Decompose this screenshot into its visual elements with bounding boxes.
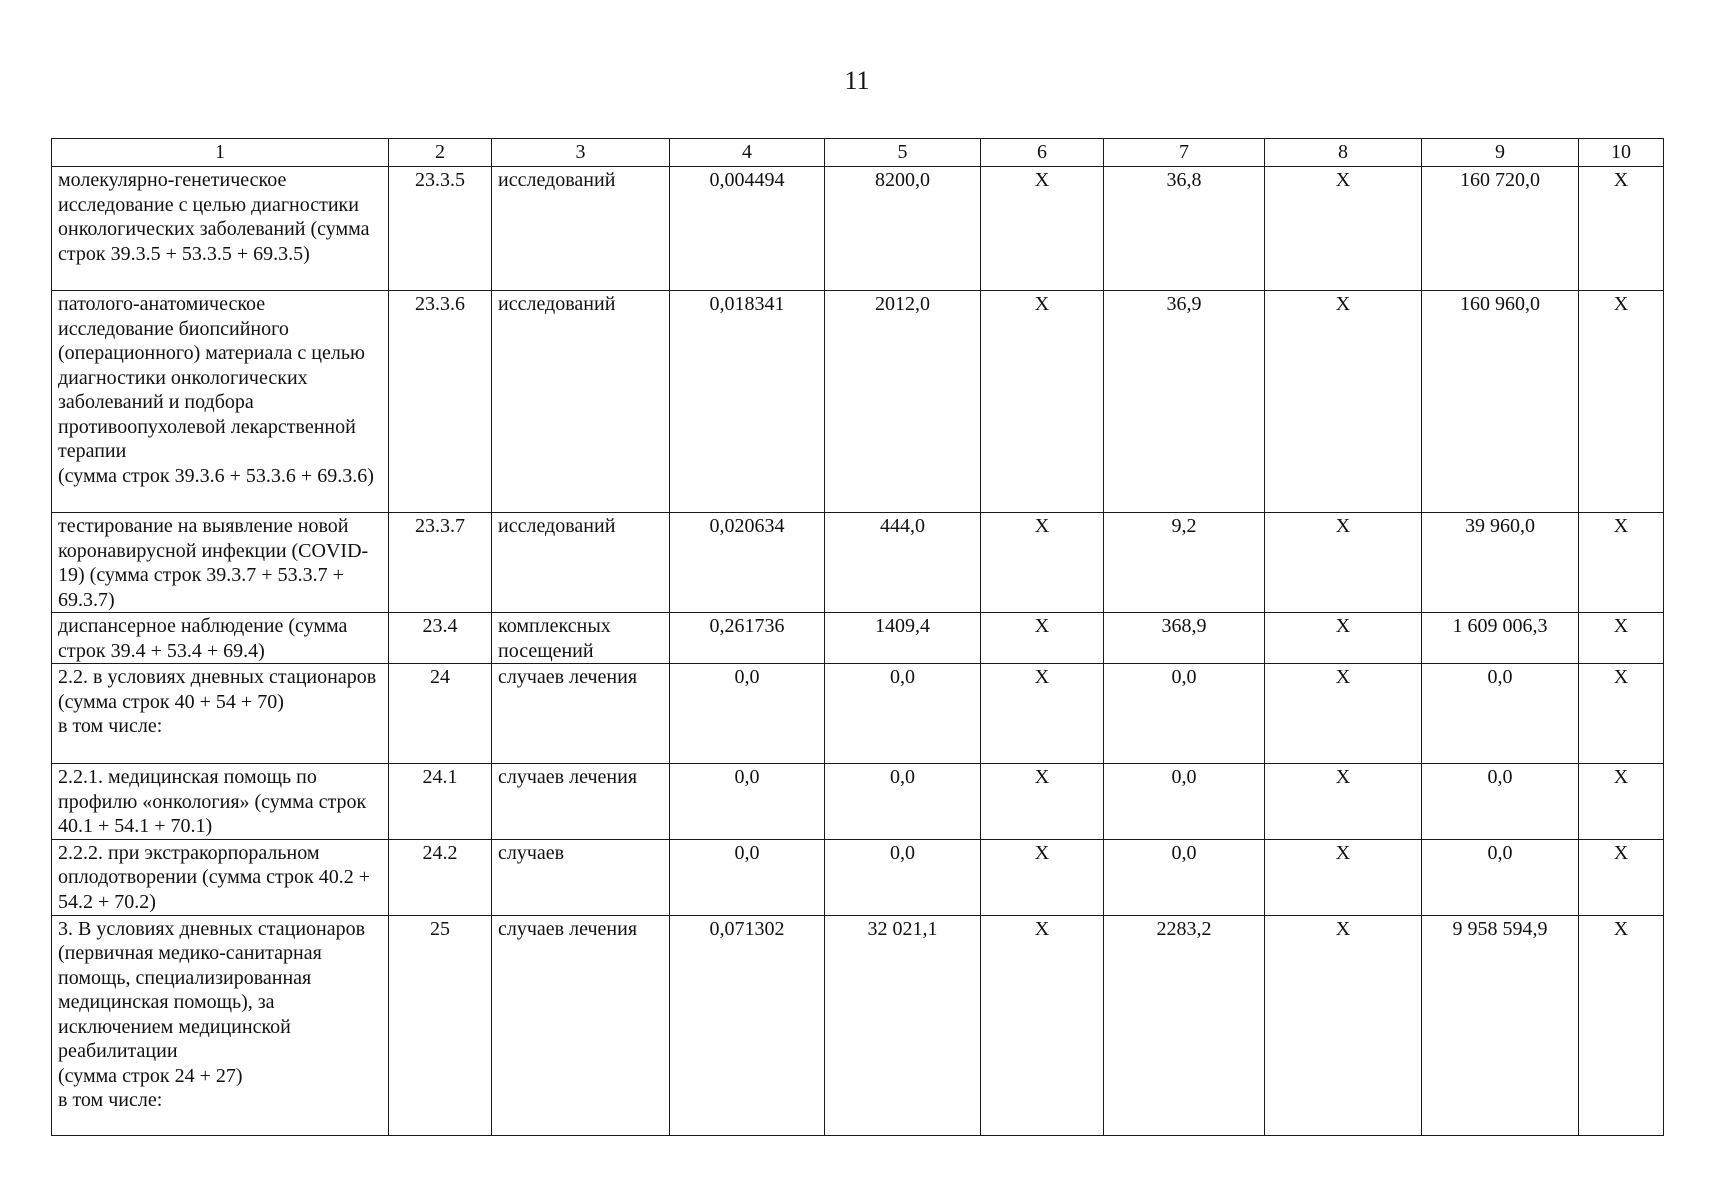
row-value-col4: 0,0 — [670, 839, 825, 915]
row-code-cell: 24 — [389, 664, 492, 764]
header-row — [52, 139, 1664, 167]
row-value-col5: 444,0 — [825, 513, 981, 613]
row-value-col10: Х — [1579, 664, 1664, 764]
row-name-cell: патолого-анатомическое исследование биопсийного (операционного) материала с целью диагностики онкологических заболеваний и подбора противоопухолевой лекарственной терапии (сумма строк 39.3.6 + 53.3.6 + 69.3.6) — [52, 291, 389, 513]
row-value-col5: 1409,4 — [825, 613, 981, 664]
row-code-cell: 23.3.5 — [389, 167, 492, 291]
row-value-col8: Х — [1265, 513, 1422, 613]
row-unit-cell: случаев лечения — [492, 664, 670, 764]
row-code-cell: 23.3.7 — [389, 513, 492, 613]
row-value-col7: 0,0 — [1104, 764, 1265, 840]
row-unit-cell: случаев лечения — [492, 764, 670, 840]
row-value-col4: 0,018341 — [670, 291, 825, 513]
row-code-cell: 25 — [389, 915, 492, 1135]
header-cell-5: 5 — [825, 139, 981, 167]
row-value-col5: 32 021,1 — [825, 915, 981, 1135]
row-value-col6: Х — [981, 613, 1104, 664]
row-value-col8: Х — [1265, 764, 1422, 840]
row-value-col5: 2012,0 — [825, 291, 981, 513]
row-value-col6: Х — [981, 839, 1104, 915]
row-code-cell: 24.2 — [389, 839, 492, 915]
row-value-col6: Х — [981, 764, 1104, 840]
row-unit-cell: исследований — [492, 291, 670, 513]
row-value-col6: Х — [981, 915, 1104, 1135]
row-value-col10: Х — [1579, 167, 1664, 291]
table-row — [52, 915, 1664, 1135]
row-unit-cell: исследований — [492, 167, 670, 291]
row-value-col4: 0,0 — [670, 664, 825, 764]
row-value-col10: Х — [1579, 764, 1664, 840]
table-row — [52, 167, 1664, 291]
row-value-col10: Х — [1579, 839, 1664, 915]
row-value-col8: Х — [1265, 839, 1422, 915]
table-row — [52, 664, 1664, 764]
row-name-cell: 3. В условиях дневных стационаров (первичная медико-санитарная помощь, специализированная медицинская помощь), за исключением медицинской реабилитации (сумма строк 24 + 27) в том числе: — [52, 915, 389, 1135]
row-value-col6: Х — [981, 291, 1104, 513]
row-value-col8: Х — [1265, 915, 1422, 1135]
data-table — [51, 138, 1664, 1136]
row-value-col8: Х — [1265, 664, 1422, 764]
row-unit-cell: случаев — [492, 839, 670, 915]
row-name-cell: 2.2.1. медицинская помощь по профилю «онкология» (сумма строк 40.1 + 54.1 + 70.1) — [52, 764, 389, 840]
row-value-col5: 0,0 — [825, 839, 981, 915]
row-name-cell: молекулярно-генетическое исследование с целью диагностики онкологических заболеваний (сумма строк 39.3.5 + 53.3.5 + 69.3.5) — [52, 167, 389, 291]
row-value-col4: 0,004494 — [670, 167, 825, 291]
row-value-col4: 0,071302 — [670, 915, 825, 1135]
row-value-col9: 39 960,0 — [1422, 513, 1579, 613]
table-row — [52, 839, 1664, 915]
row-value-col7: 2283,2 — [1104, 915, 1265, 1135]
row-value-col7: 9,2 — [1104, 513, 1265, 613]
header-cell-7: 7 — [1104, 139, 1265, 167]
row-value-col9: 160 720,0 — [1422, 167, 1579, 291]
row-value-col7: 0,0 — [1104, 839, 1265, 915]
row-value-col9: 0,0 — [1422, 839, 1579, 915]
row-value-col6: Х — [981, 513, 1104, 613]
row-value-col10: Х — [1579, 513, 1664, 613]
header-cell-9: 9 — [1422, 139, 1579, 167]
row-value-col9: 0,0 — [1422, 664, 1579, 764]
header-cell-10: 10 — [1579, 139, 1664, 167]
row-value-col4: 0,020634 — [670, 513, 825, 613]
table-row — [52, 764, 1664, 840]
header-cell-8: 8 — [1265, 139, 1422, 167]
row-value-col5: 0,0 — [825, 664, 981, 764]
row-code-cell: 23.4 — [389, 613, 492, 664]
header-cell-3: 3 — [492, 139, 670, 167]
row-value-col7: 36,8 — [1104, 167, 1265, 291]
header-cell-4: 4 — [670, 139, 825, 167]
row-code-cell: 24.1 — [389, 764, 492, 840]
row-value-col5: 0,0 — [825, 764, 981, 840]
row-name-cell: тестирование на выявление новой коронавирусной инфекции (COVID-19) (сумма строк 39.3.7 + 53.3.7 + 69.3.7) — [52, 513, 389, 613]
row-value-col7: 368,9 — [1104, 613, 1265, 664]
header-cell-2: 2 — [389, 139, 492, 167]
header-cell-6: 6 — [981, 139, 1104, 167]
row-name-cell: диспансерное наблюдение (сумма строк 39.4 + 53.4 + 69.4) — [52, 613, 389, 664]
row-value-col9: 160 960,0 — [1422, 291, 1579, 513]
row-value-col4: 0,0 — [670, 764, 825, 840]
row-value-col7: 0,0 — [1104, 664, 1265, 764]
row-value-col9: 0,0 — [1422, 764, 1579, 840]
row-value-col8: Х — [1265, 613, 1422, 664]
row-value-col7: 36,9 — [1104, 291, 1265, 513]
table-row — [52, 613, 1664, 664]
row-value-col10: Х — [1579, 613, 1664, 664]
row-unit-cell: комплексных посещений — [492, 613, 670, 664]
row-unit-cell: исследований — [492, 513, 670, 613]
row-name-cell: 2.2.2. при экстракорпоральном оплодотворении (сумма строк 40.2 + 54.2 + 70.2) — [52, 839, 389, 915]
row-unit-cell: случаев лечения — [492, 915, 670, 1135]
row-name-cell: 2.2. в условиях дневных стационаров (сумма строк 40 + 54 + 70) в том числе: — [52, 664, 389, 764]
row-value-col9: 9 958 594,9 — [1422, 915, 1579, 1135]
row-value-col10: Х — [1579, 915, 1664, 1135]
page-number: 11 — [844, 66, 870, 95]
row-value-col6: Х — [981, 167, 1104, 291]
row-value-col5: 8200,0 — [825, 167, 981, 291]
table-row — [52, 291, 1664, 513]
row-code-cell: 23.3.6 — [389, 291, 492, 513]
row-value-col10: Х — [1579, 291, 1664, 513]
table-row — [52, 513, 1664, 613]
row-value-col8: Х — [1265, 167, 1422, 291]
row-value-col9: 1 609 006,3 — [1422, 613, 1579, 664]
row-value-col4: 0,261736 — [670, 613, 825, 664]
row-value-col6: Х — [981, 664, 1104, 764]
header-cell-1: 1 — [52, 139, 389, 167]
row-value-col8: Х — [1265, 291, 1422, 513]
